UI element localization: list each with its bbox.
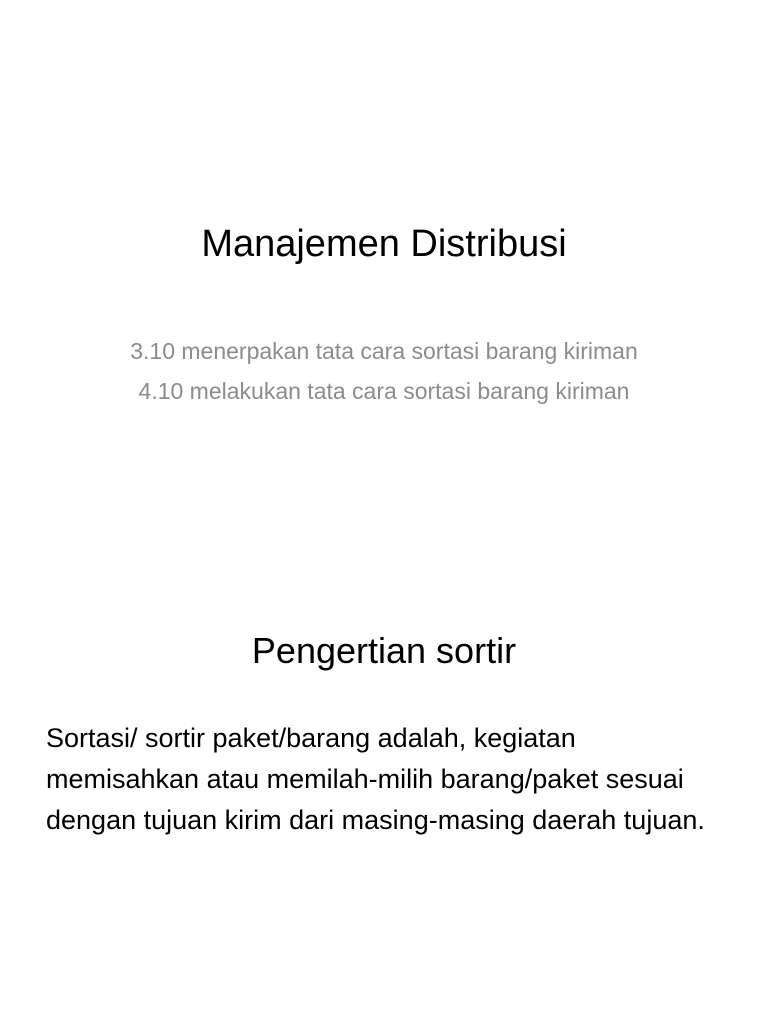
slide-definition-body: Sortasi/ sortir paket/barang adalah, kegiatan memisahkan atau memilah-milih barang/paket sesuai dengan tujuan kirim dari masing-masing daerah tujuan.	[46, 723, 705, 835]
subtitle-line-1: 3.10 menerpakan tata cara sortasi barang kiriman	[130, 338, 638, 364]
slide-title-heading: Manajemen Distribusi	[201, 223, 567, 265]
subtitle-line-2: 4.10 melakukan tata cara sortasi barang kiriman	[138, 378, 630, 404]
slide-subtitle	[120, 334, 648, 414]
slide-definition	[0, 576, 768, 1024]
slide-definition-heading: Pengertian sortir	[251, 630, 517, 671]
